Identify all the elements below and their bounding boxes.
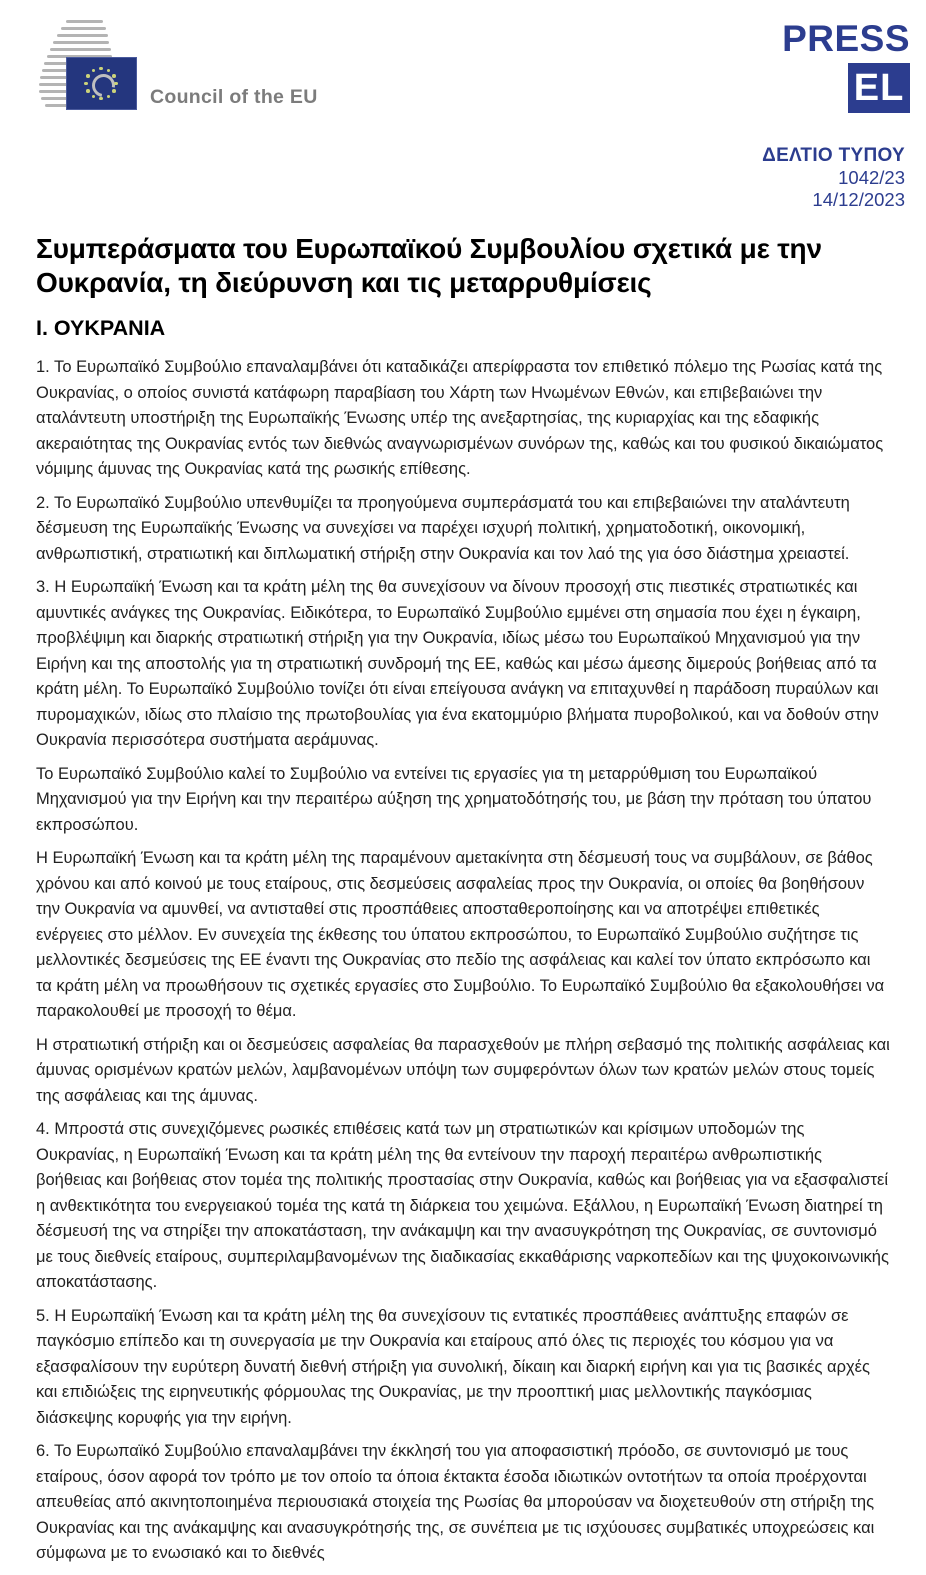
language-code: EL — [853, 66, 905, 109]
logo-sphere-line — [57, 34, 108, 37]
eu-star-icon — [99, 97, 103, 101]
paragraph: 1. Το Ευρωπαϊκό Συμβούλιο επαναλαμβάνει ότι καταδικάζει απερίφραστα τον επιθετικό πόλεμο της Ρωσίας κατά της Ουκρανίας, ο οποίος συνιστά κατάφωρη παραβίαση του Χάρτη των Ηνωμένων Εθνών, και επιβεβαιώνει την αταλάντευτη υποστήριξη της Ευρωπαϊκής Ένωσης υπέρ της ανεξαρτησίας, της κυριαρχίας και της εδαφικής ακεραιότητας της Ουκρανίας εντός των διεθνώς αναγνωρισμένων συνόρων της, καθώς και του φυσικού δικαιώματος νόμιμης άμυνας της Ουκρανίας κατά της ρωσικής επίθεσης. — [36, 358, 884, 478]
eu-star-icon — [86, 74, 90, 78]
release-type: ΔΕΛΤΙΟ ΤΥΠΟΥ — [762, 145, 905, 166]
eu-star-icon — [84, 82, 88, 86]
eu-star-icon — [92, 69, 96, 73]
paragraph: 5. Η Ευρωπαϊκή Ένωση και τα κράτη μέλη της θα συνεχίσουν τις εντατικές προσπάθειες ανάπτυξης επαφών σε παγκόσμιο επίπεδο και τη συνεργασία με την Ουκρανία και εταίρους από όλες τις περιοχές του κόσμου για να εξασφαλίσουν την ευρύτερη δυνατή διεθνή στήριξη για συνολική, δίκαιη και διαρκή ειρήνη και για τις βασικές αρχές και επιδιώξεις της ειρηνευτικής φόρμουλας της Ουκρανίας, με την προοπτική μιας μελλοντικής παγκόσμιας διάσκεψης κορυφής για την ειρήνη. — [36, 1306, 870, 1427]
eu-star-icon — [114, 82, 118, 86]
paragraph: Η στρατιωτική στήριξη και οι δεσμεύσεις ασφαλείας θα παρασχεθούν με πλήρη σεβασμό της πολιτικής ασφάλειας και άμυνας ορισμένων κρατών μελών, λαμβανομένων υπόψη των συμφερόντων όλων των κρατών μελών στους τομείς της ασφάλειας και της άμυνας. — [36, 1035, 890, 1105]
logo-sphere-line — [50, 48, 111, 51]
section-heading: Ι. ΟΥΚΡΑΝΙΑ — [36, 316, 166, 340]
council-of-eu-logo — [36, 12, 140, 112]
release-number: 1042/23 — [838, 167, 905, 188]
logo-sphere-line — [53, 41, 109, 44]
eu-star-icon — [99, 67, 103, 71]
logo-sphere-line — [66, 20, 103, 23]
page-title: Συμπεράσματα του Ευρωπαϊκού Συμβουλίου σχετικά με την Ουκρανία, τη διεύρυνση και τις μεταρρυθμίσεις — [36, 233, 822, 298]
press-banner — [782, 20, 910, 113]
eu-star-icon — [112, 74, 116, 78]
paragraph: 2. Το Ευρωπαϊκό Συμβούλιο υπενθυμίζει τα προηγούμενα συμπεράσματά του και επιβεβαιώνει την αταλάντευτη δέσμευση της Ευρωπαϊκής Ένωσης να συνεχίσει να παρέχει ισχυρή πολιτική, χρηματοδοτική, οικονομική, ανθρωπιστική, στρατιωτική και διπλωματική στήριξη στην Ουκρανία και τον λαό της για όσο διάστημα χρειαστεί. — [36, 493, 850, 563]
release-date: 14/12/2023 — [812, 189, 905, 210]
language-badge — [848, 63, 910, 113]
logo-sphere-line — [61, 27, 106, 30]
paragraph: 4. Μπροστά στις συνεχιζόμενες ρωσικές επιθέσεις κατά των μη στρατιωτικών και κρίσιμων υποδομών της Ουκρανίας, η Ευρωπαϊκή Ένωση και τα κράτη μέλη της θα εντείνουν την παροχή περαιτέρω ανθρωπιστικής βοήθειας και βοήθειας στον τομέα της πολιτικής προστασίας στην Ουκρανία, καθώς και βοήθειας για να εξασφαλιστεί η ανθεκτικότητα του ενεργειακού τομέα της κατά τη διάρκεια του χειμώνα. Εξάλλου, η Ευρωπαϊκή Ένωση διατηρεί τη δέσμευσή της να στηρίξει την αποκατάσταση, την ανάκαμψη και την ανασυγκρότηση της Ουκρανίας, σε συντονισμό με τους διεθνείς εταίρους, συμπεριλαμβανομένων της διαδικασίας εκκαθάρισης ναρκοπεδίων και της ψυχοκοινωνικής αποκατάστασης. — [36, 1120, 889, 1291]
eu-star-icon — [86, 89, 90, 93]
paragraph: 6. Το Ευρωπαϊκό Συμβούλιο επαναλαμβάνει την έκκλησή του για αποφασιστική πρόοδο, σε συντονισμό με τους εταίρους, όσον αφορά τον τρόπο με τον οποίο τα όποια έκτακτα έσοδα ιδιωτικών οντοτήτων τα οποία προέρχονται απευθείας από ακινητοποιημένα περιουσιακά στοιχεία της Ρωσίας θα μπορούσαν να διοχετευθούν στη στήριξη της Ουκρανίας και της ανάκαμψης και ανασυγκρότησής της, σε συνέπεια με τις ισχύουσες συμβατικές υποχρεώσεις και σύμφωνα με το ενωσιακό και το διεθνές — [36, 1442, 875, 1562]
eu-star-icon — [92, 95, 96, 99]
paragraph-list — [36, 355, 890, 1567]
release-meta — [762, 145, 905, 211]
paragraph: Το Ευρωπαϊκό Συμβούλιο καλεί το Συμβούλιο να εντείνει τις εργασίες για τη μεταρρύθμιση του Ευρωπαϊκού Μηχανισμού για την Ειρήνη και την περαιτέρω αύξηση της χρηματοδότησής του, με βάση την πρόταση του ύπατου εκπροσώπου. — [36, 764, 872, 834]
eu-star-icon — [107, 95, 111, 99]
eu-star-icon — [107, 69, 111, 73]
eu-flag-icon — [66, 57, 137, 110]
council-logo-label: Council of the EU — [150, 86, 318, 108]
paragraph: 3. Η Ευρωπαϊκή Ένωση και τα κράτη μέλη της θα συνεχίσουν να δίνουν προσοχή στις πιεστικές στρατιωτικές και αμυντικές ανάγκες της Ουκρανίας. Ειδικότερα, το Ευρωπαϊκό Συμβούλιο εμμένει στη σημασία που έχει η έγκαιρη, προβλέψιμη και διαρκής στρατιωτική στήριξη για την Ουκρανία, ιδίως μέσω του Ευρωπαϊκού Μηχανισμού για την Ειρήνη και της αποστολής για τη στρατιωτική συνδρομή της ΕΕ, καθώς και μέσω άμεσης διμερούς βοήθειας από τα κράτη μέλη. Το Ευρωπαϊκό Συμβούλιο τονίζει ότι είναι επείγουσα ανάγκη να επιταχυνθεί η παράδοση πυραύλων και πυρομαχικών, ιδίως στο πλαίσιο της πρωτοβουλίας για ένα εκατομμύριο βλήματα πυροβολικού, και να δοθούν στην Ουκρανία περισσότερα συστήματα αεράμυνας. — [36, 578, 879, 749]
document-body — [36, 232, 890, 1575]
paragraph: Η Ευρωπαϊκή Ένωση και τα κράτη μέλη της παραμένουν αμετακίνητα στη δέσμευσή τους να συμβάλουν, σε βάθος χρόνου και από κοινού με τους εταίρους, στις δεσμεύσεις ασφαλείας προς την Ουκρανία, οι οποίες θα βοηθήσουν την Ουκρανία να αμυνθεί, να αντισταθεί στις προσπάθειες αποσταθεροποίησης και να αποτρέψει επιθετικές ενέργειες στο μέλλον. Εν συνεχεία της έκθεσης του ύπατου εκπροσώπου, το Ευρωπαϊκό Συμβούλιο συζήτησε τις μελλοντικές δεσμεύσεις της ΕΕ έναντι της Ουκρανίας στο πεδίο της ασφάλειας και καλεί τον ύπατο εκπρόσωπο και τα κράτη μέλη να προωθήσουν τις σχετικές εργασίες στο Συμβούλιο. Το Ευρωπαϊκό Συμβούλιο θα εξακολουθήσει να παρακολουθεί με προσοχή το θέμα. — [36, 849, 885, 1020]
eu-star-icon — [112, 89, 116, 93]
press-title: PRESS — [782, 18, 910, 59]
